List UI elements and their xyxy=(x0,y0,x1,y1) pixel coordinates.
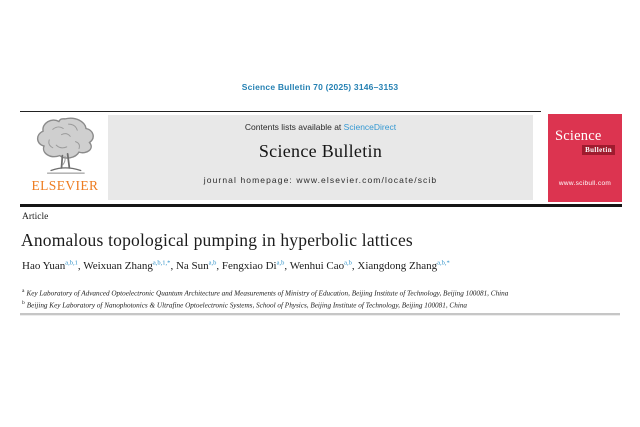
cover-website-url: www.scibull.com xyxy=(558,180,612,187)
author-affiliation-marks: a,b xyxy=(344,259,352,266)
homepage-prefix-text: journal homepage: xyxy=(203,175,297,185)
affiliation-list xyxy=(22,287,622,311)
affiliation xyxy=(22,299,622,311)
author-separator: , xyxy=(284,259,290,272)
frontmatter-divider-rule xyxy=(20,313,620,316)
author xyxy=(222,260,290,272)
page-citation: Science Bulletin 70 (2025) 3146–3153 xyxy=(241,82,399,92)
contents-prefix-text: Contents lists available at xyxy=(244,122,344,132)
affiliation xyxy=(22,287,622,299)
author-separator: , xyxy=(77,259,84,272)
journal-title: Science Bulletin xyxy=(258,141,383,161)
cover-title-bulletin: Bulletin xyxy=(582,145,615,155)
author xyxy=(176,260,222,272)
author xyxy=(22,260,83,272)
author xyxy=(83,260,176,272)
masthead-bottom-rule xyxy=(20,204,622,207)
author-affiliation-marks: a,b xyxy=(208,259,217,266)
author-affiliation-marks: a,b xyxy=(276,259,285,266)
masthead-box xyxy=(108,115,533,200)
article-type-label: Article xyxy=(22,212,49,222)
cover-title-science: Science xyxy=(555,128,602,144)
journal-homepage-line xyxy=(108,175,533,185)
affiliation-mark: b xyxy=(22,300,25,307)
author-separator: , xyxy=(351,259,358,272)
author-name: Xiangdong Zhang xyxy=(357,259,438,272)
journal-cover-thumbnail[interactable] xyxy=(548,114,622,202)
author-list xyxy=(22,259,622,272)
author-separator: , xyxy=(170,259,176,272)
author-name: Wenhui Cao xyxy=(289,259,345,272)
author-name: Na Sun xyxy=(175,259,209,272)
elsevier-logo[interactable] xyxy=(24,115,106,202)
sciencedirect-link[interactable]: ScienceDirect xyxy=(343,122,397,132)
elsevier-wordmark: ELSEVIER xyxy=(31,178,99,193)
affiliation-mark: a xyxy=(22,288,25,294)
elsevier-tree-icon xyxy=(30,115,100,177)
author-name: Weixuan Zhang xyxy=(83,259,153,272)
author xyxy=(290,260,358,272)
author xyxy=(357,260,449,272)
author-affiliation-marks: a,b,1,* xyxy=(152,259,171,266)
contents-list-line xyxy=(108,115,533,132)
journal-homepage-link[interactable]: www.elsevier.com/locate/scib xyxy=(296,175,438,185)
author-separator: , xyxy=(216,259,222,272)
author-name: Fengxiao Di xyxy=(221,259,277,272)
article-title: Anomalous topological pumping in hyperbolic lattices xyxy=(21,230,413,250)
affiliation-text: Beijing Key Laboratory of Nanophotonics & Ultrafine Optoelectronic Systems, School of Physics, Beijing Institute of Technology, Beijing 100081, China xyxy=(26,301,468,310)
author-name: Hao Yuan xyxy=(22,259,66,272)
affiliation-text: Key Laboratory of Advanced Optoelectronic Quantum Architecture and Measurements of Ministry of Education, Beijing Institute of Technology, Beijing 100081, China xyxy=(26,289,509,298)
masthead-top-rule xyxy=(20,111,541,112)
author-affiliation-marks: a,b,* xyxy=(437,259,450,266)
author-affiliation-marks: a,b,1 xyxy=(65,259,78,266)
